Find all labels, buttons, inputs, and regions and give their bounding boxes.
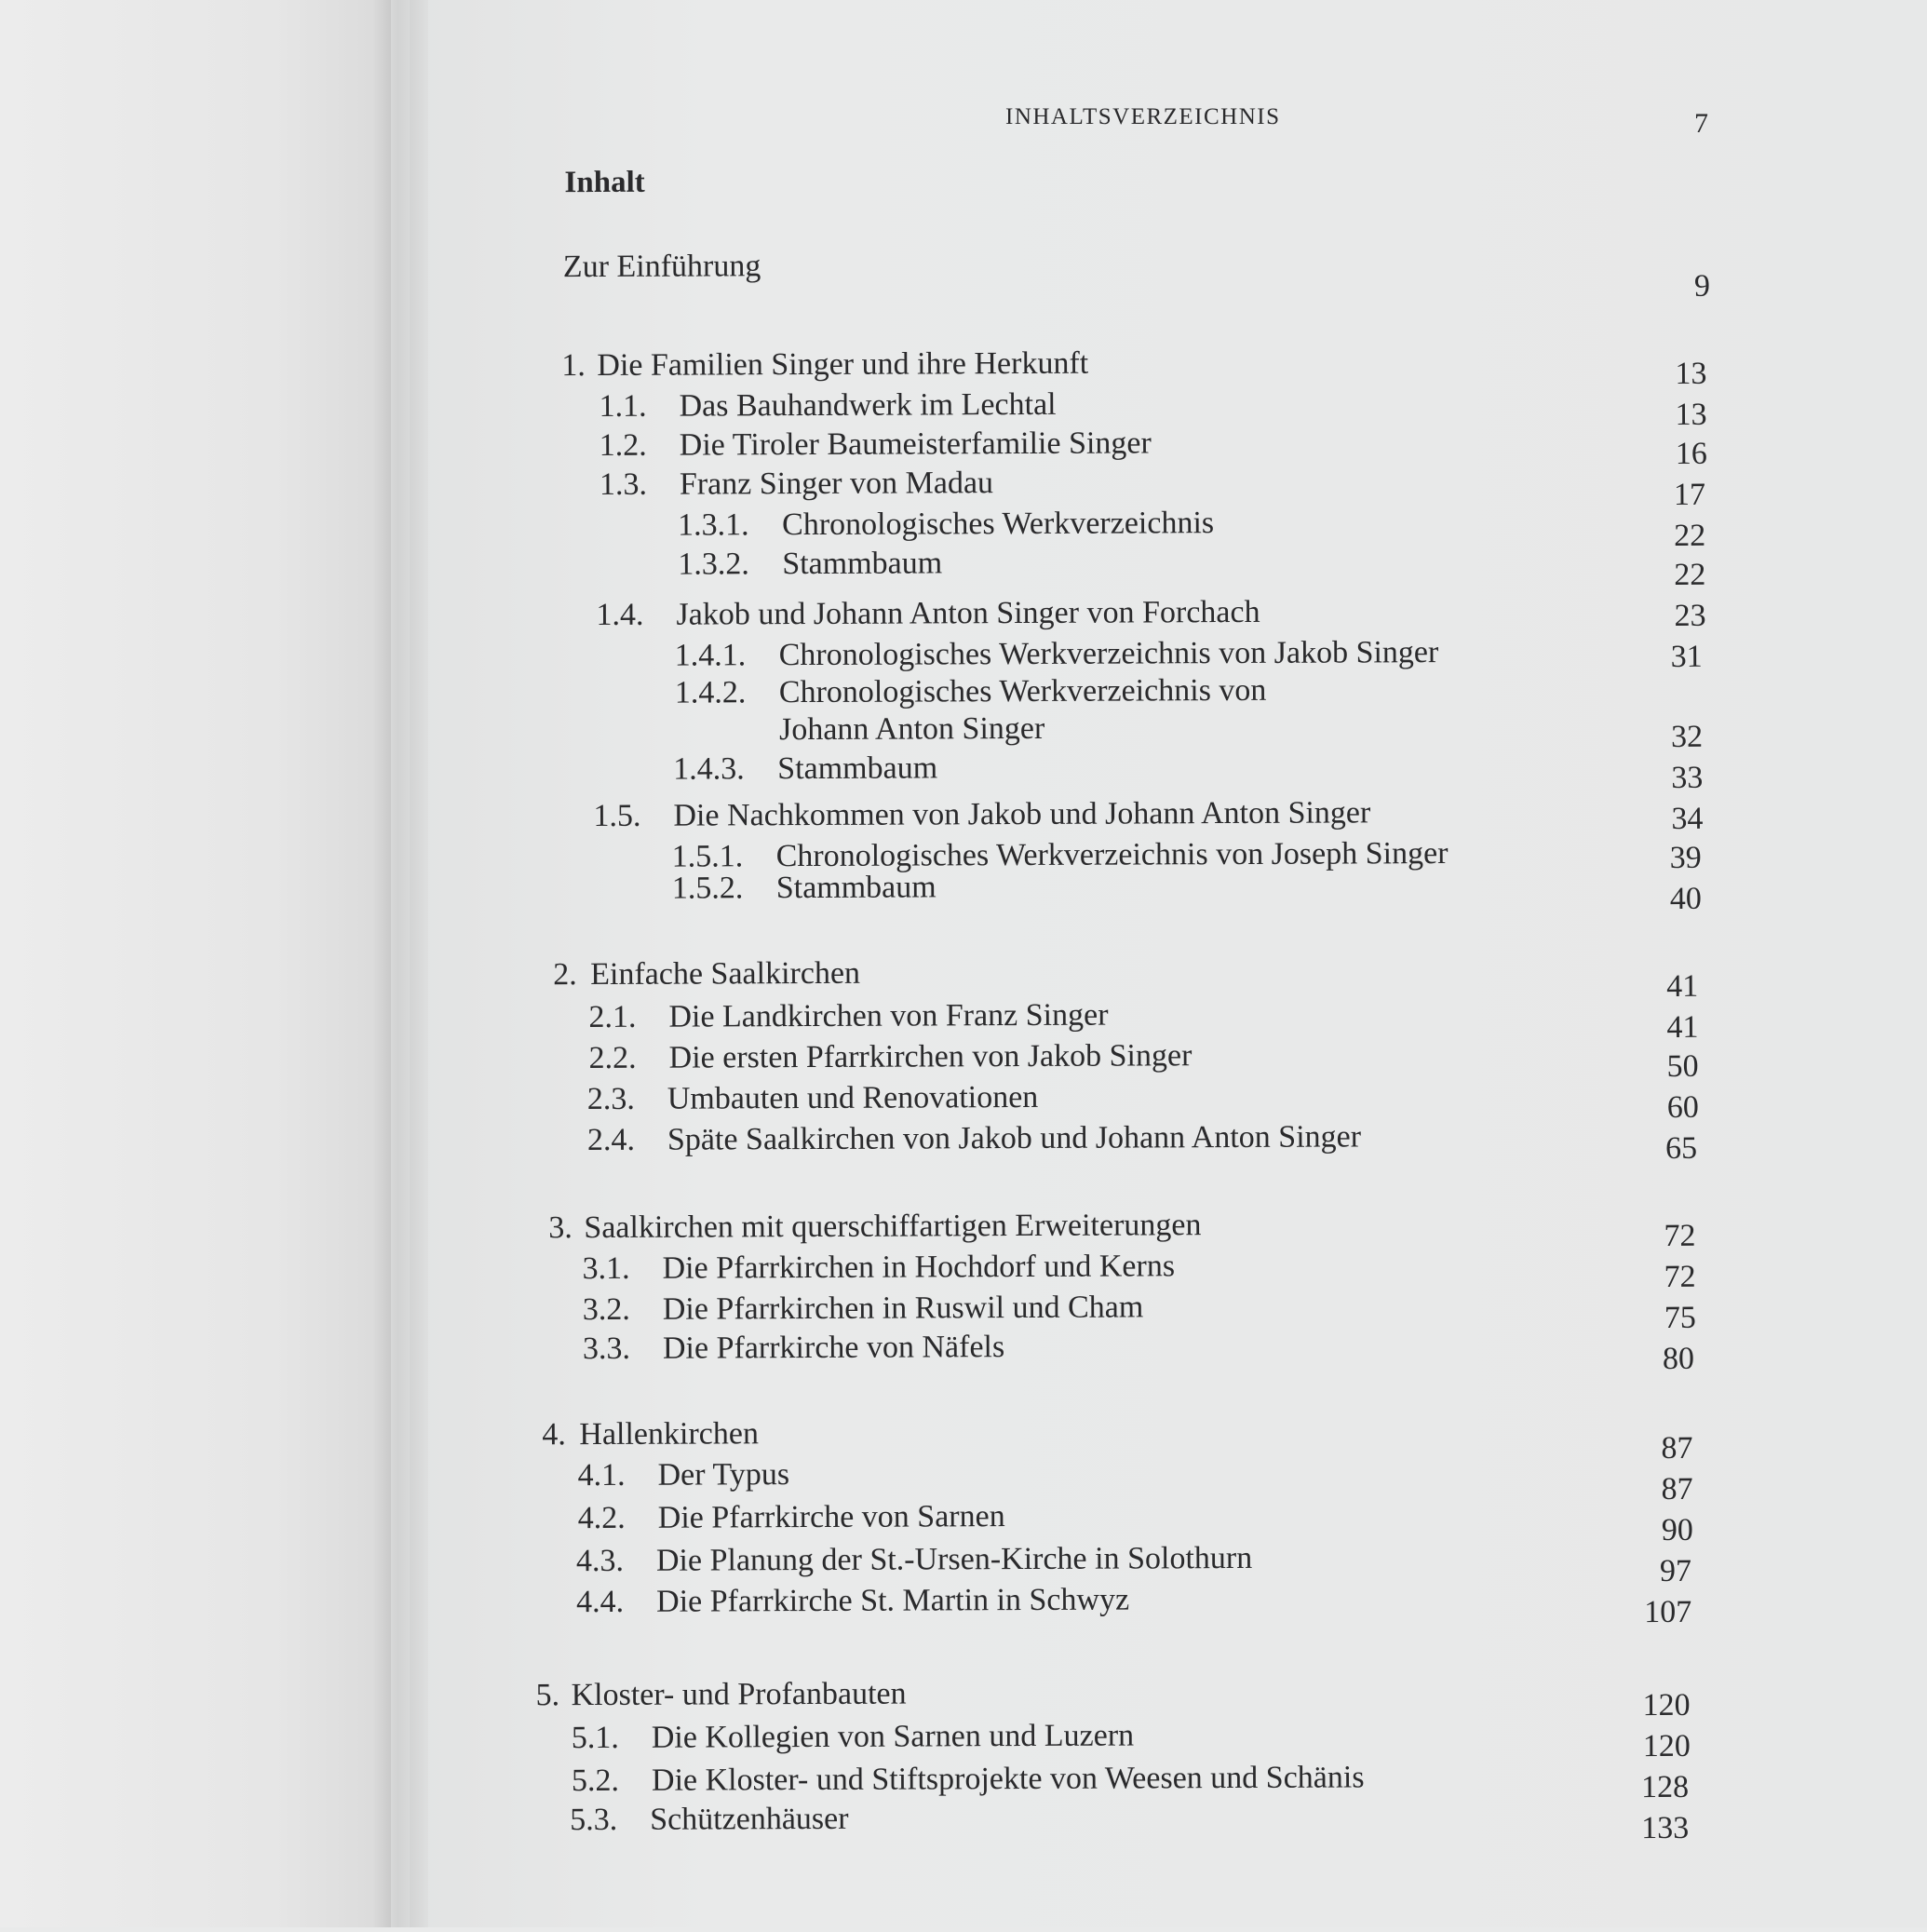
toc-entry-number: 1.3.1. — [678, 507, 749, 543]
toc-entry-number: 1.5.1. — [672, 839, 744, 874]
toc-entry-number: 3. — [548, 1210, 573, 1246]
toc-entry-number: 5.3. — [570, 1803, 617, 1838]
toc-entry-number: 5.2. — [572, 1763, 619, 1799]
toc-entry-number: 5. — [535, 1678, 559, 1713]
toc-entry-title: Die Tiroler Baumeisterfamilie Singer — [680, 426, 1152, 463]
toc-entry-title: Die ersten Pfarrkirchen von Jakob Singer — [669, 1038, 1193, 1075]
toc-entry-number: 1.4. — [596, 598, 643, 633]
toc-entry-page: 50 — [1615, 1049, 1699, 1085]
toc-entry-number: 4.3. — [576, 1544, 624, 1579]
toc-entry-number: 1.4.1. — [675, 638, 747, 673]
toc-entry-title: Die Pfarrkirche von Sarnen — [658, 1499, 1005, 1536]
toc-entry-page: 13 — [1623, 357, 1706, 392]
toc-entry-title: Stammbaum — [777, 750, 937, 787]
toc-entry-number: 1.2. — [600, 428, 647, 464]
toc-entry-title: Chronologisches Werkverzeichnis von Joseph Singer — [776, 836, 1449, 874]
toc-entry-title: Chronologisches Werkverzeichnis von Jakob Singer — [779, 635, 1439, 673]
toc-entry-title: Die Pfarrkirchen in Hochdorf und Kerns — [662, 1249, 1175, 1286]
toc-entry-title: Die Nachkommen von Jakob und Johann Anton Singer — [673, 795, 1370, 833]
toc-entry-number: 2.1. — [588, 1000, 636, 1035]
toc-entry-title: Chronologisches Werkverzeichnis — [782, 506, 1214, 543]
toc-entry-title-continued: Johann Anton Singer — [779, 711, 1044, 748]
toc-entry-title: Umbauten und Renovationen — [667, 1080, 1039, 1117]
toc-entry-page: 87 — [1610, 1472, 1693, 1507]
toc-entry-page: 107 — [1608, 1595, 1691, 1630]
toc-entry-number: 4. — [542, 1417, 566, 1452]
toc-entry-page: 32 — [1619, 720, 1703, 755]
toc-entry-title: Schützenhäuser — [650, 1802, 849, 1838]
toc-entry-title: Die Pfarrkirche St. Martin in Schwyz — [656, 1583, 1129, 1620]
toc-entry-number: 4.2. — [578, 1501, 626, 1536]
toc-entry-page: 17 — [1622, 478, 1705, 513]
toc-entry-title: Späte Saalkirchen von Jakob und Johann Anton Singer — [667, 1119, 1361, 1157]
toc-entry-page: 120 — [1607, 1729, 1691, 1764]
toc-entry-title: Stammbaum — [776, 870, 937, 906]
toc-entry-page: 9 — [1626, 269, 1710, 304]
toc-entry-page: 90 — [1610, 1513, 1693, 1548]
toc-entry-number: 3.1. — [582, 1251, 629, 1287]
toc-heading: Inhalt — [564, 166, 644, 200]
toc-entry-page: 97 — [1608, 1554, 1691, 1589]
toc-entry-title: Die Kloster- und Stiftsprojekte von Weesen und Schänis — [652, 1760, 1365, 1798]
toc-entry-title: Zur Einführung — [563, 249, 761, 285]
toc-entry-title: Hallenkirchen — [579, 1416, 759, 1452]
toc-entry-number: 2.3. — [587, 1082, 635, 1117]
toc-entry-number: 3.2. — [583, 1292, 630, 1328]
toc-entry-page: 87 — [1609, 1431, 1692, 1466]
toc-entry-number: 1.1. — [599, 389, 646, 425]
toc-entry-number: 1.5. — [593, 799, 640, 834]
toc-entry-number: 4.4. — [576, 1585, 624, 1620]
toc-entry-page: 31 — [1619, 640, 1703, 675]
toc-entry-number: 1.5.2. — [672, 871, 744, 906]
toc-entry-title: Die Pfarrkirche von Näfels — [663, 1330, 1004, 1367]
toc-entry-page: 120 — [1607, 1688, 1691, 1723]
toc-entry-title: Die Familien Singer und ihre Herkunft — [597, 346, 1088, 384]
toc-entry-title: Jakob und Johann Anton Singer von Forchach — [676, 595, 1260, 633]
toc-entry-page: 75 — [1612, 1301, 1696, 1336]
toc-entry-page: 72 — [1611, 1219, 1695, 1254]
toc-entry-page: 41 — [1614, 969, 1698, 1005]
toc-entry-title: Saalkirchen mit querschiffartigen Erweiterungen — [584, 1208, 1201, 1246]
toc-entry-number: 4.1. — [577, 1458, 625, 1493]
toc-entry-page: 80 — [1610, 1342, 1694, 1377]
toc-entry-title: Die Kollegien von Sarnen und Luzern — [652, 1718, 1135, 1755]
toc-entry-page: 41 — [1614, 1010, 1698, 1046]
toc-entry-page: 128 — [1605, 1770, 1689, 1805]
toc-entry-page: 65 — [1613, 1131, 1697, 1167]
toc-entry-page: 40 — [1618, 882, 1702, 917]
toc-entry-number: 2.2. — [589, 1041, 637, 1076]
toc-entry-page: 16 — [1624, 437, 1707, 472]
toc-entry-number: 1.4.2. — [675, 675, 747, 710]
toc-entry-page: 22 — [1622, 519, 1705, 554]
toc-entry-number: 1.3.2. — [678, 547, 749, 582]
toc-entry-title: Stammbaum — [782, 546, 942, 582]
toc-entry-number: 2. — [553, 957, 577, 993]
toc-entry-number: 1.4.3. — [673, 751, 745, 787]
toc-entry-page: 13 — [1624, 398, 1707, 433]
toc-entry-page: 34 — [1619, 802, 1703, 837]
toc-entry-page: 39 — [1618, 841, 1702, 876]
toc-entry-title: Der Typus — [657, 1457, 789, 1493]
toc-entry-page: 22 — [1622, 558, 1705, 593]
toc-entry-title: Die Landkirchen von Franz Singer — [668, 998, 1108, 1035]
toc-entry-page: 60 — [1615, 1090, 1699, 1126]
toc-entry-page: 33 — [1619, 761, 1703, 796]
toc-entry-title: Das Bauhandwerk im Lechtal — [679, 387, 1056, 425]
toc-entry-title: Franz Singer von Madau — [680, 466, 993, 502]
toc-entry-number: 5.1. — [572, 1721, 619, 1756]
toc-entry-title: Die Pfarrkirchen in Ruswil und Cham — [663, 1290, 1144, 1327]
toc-entry-title: Einfache Saalkirchen — [590, 956, 860, 993]
page-number: 7 — [1694, 108, 1708, 140]
toc-entry-page: 23 — [1622, 599, 1705, 634]
toc-entry-number: 2.4. — [587, 1123, 635, 1158]
toc-entry-number: 3.3. — [583, 1331, 630, 1367]
toc-entry-page: 72 — [1612, 1260, 1696, 1295]
toc-entry-title: Chronologisches Werkverzeichnis von — [779, 673, 1267, 710]
toc-entry-title: Kloster- und Profanbauten — [571, 1677, 906, 1714]
running-header: INHALTSVERZEICHNIS — [1005, 104, 1281, 130]
toc-entry-number: 1. — [561, 348, 586, 384]
toc-entry-page: 133 — [1605, 1811, 1689, 1846]
toc-entry-number: 1.3. — [600, 467, 647, 503]
toc-entry-title: Die Planung der St.-Ursen-Kirche in Solothurn — [656, 1541, 1252, 1579]
